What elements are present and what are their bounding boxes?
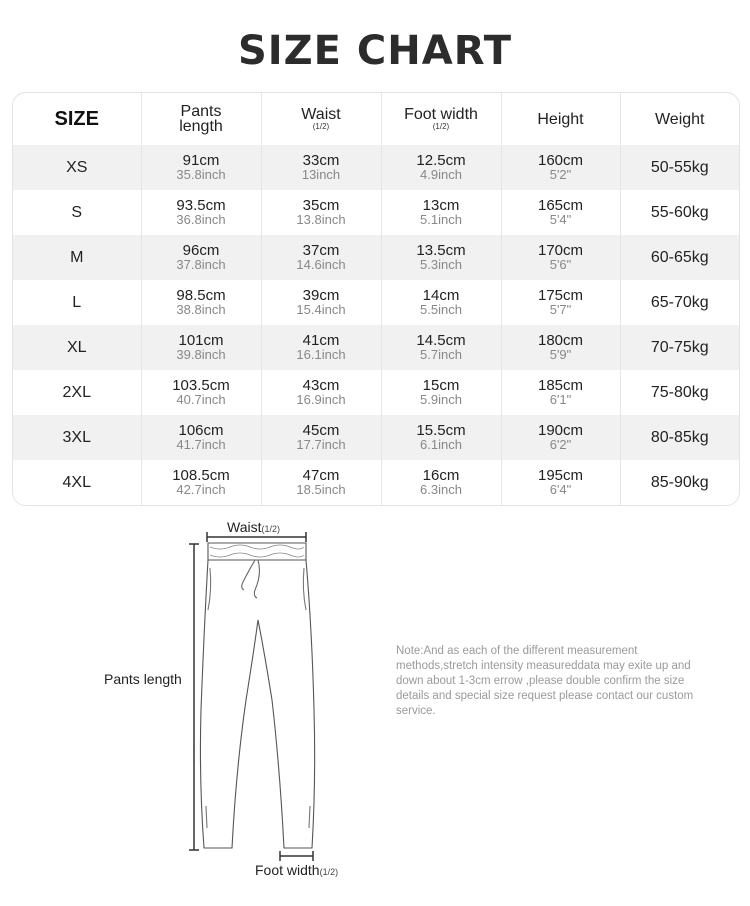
cell-height: [501, 280, 620, 325]
pants-length-inch: 38.8inch: [176, 302, 226, 317]
cell-foot-width: [381, 235, 501, 280]
cell-pants-length: [141, 145, 261, 190]
foot-width-inch: 5.7inch: [420, 347, 462, 362]
cell-foot-width: [381, 190, 501, 235]
waist-cm: 41cm: [302, 332, 340, 349]
cell-waist: [261, 145, 381, 190]
pants-length-inch: 35.8inch: [176, 167, 226, 182]
waist-inch: 16.9inch: [296, 392, 346, 407]
cell-foot-width: [381, 460, 501, 505]
height-cm: 195cm: [537, 467, 584, 484]
height-cm: 185cm: [537, 377, 584, 394]
cell-waist: [261, 280, 381, 325]
pants-length-inch: 36.8inch: [176, 212, 226, 227]
waist-inch: 13.8inch: [296, 212, 346, 227]
foot-width-inch: 6.3inch: [420, 482, 462, 497]
waist-inch: 16.1inch: [296, 347, 346, 362]
foot-width-inch: 5.9inch: [420, 392, 462, 407]
table-row: [13, 145, 739, 190]
waist-label-text: Waist: [227, 519, 262, 535]
cell-weight: 75-80kg: [650, 383, 709, 401]
header-foot-width-label: Foot width: [404, 106, 478, 123]
cell-pants-length: [141, 370, 261, 415]
cell-weight: 80-85kg: [650, 428, 709, 446]
waist-cm: 33cm: [302, 152, 340, 169]
pants-diagram: [0, 510, 750, 906]
foot-width-label-text: Foot width: [255, 862, 320, 878]
foot-width-inch: 5.3inch: [420, 257, 462, 272]
table-row: [13, 190, 739, 235]
cell-size: L: [13, 280, 141, 325]
waist-inch: 13inch: [301, 167, 341, 182]
table-row: [13, 235, 739, 280]
waist-cm: 47cm: [302, 467, 340, 484]
pants-length-inch: 40.7inch: [176, 392, 226, 407]
height-ft: 6'1": [549, 392, 572, 407]
pants-length-cm: 106cm: [178, 422, 224, 439]
cell-foot-width: [381, 325, 501, 370]
cell-size: XL: [13, 325, 141, 370]
pants-length-cm: 108.5cm: [172, 467, 230, 484]
cell-pants-length: [141, 235, 261, 280]
cell-waist: [261, 325, 381, 370]
cell-size: 3XL: [13, 415, 141, 460]
pants-length-cm: 93.5cm: [176, 197, 226, 214]
height-ft: 6'4": [549, 482, 572, 497]
foot-width-cm: 13cm: [422, 197, 460, 214]
pants-length-cm: 91cm: [182, 152, 220, 169]
header-pants-length: [141, 93, 261, 145]
cell-waist: [261, 235, 381, 280]
pants-length-label: Pants length: [104, 671, 182, 687]
waist-cm: 35cm: [302, 197, 340, 214]
height-ft: 5'2": [549, 167, 572, 182]
cell-pants-length: [141, 415, 261, 460]
page-title: SIZE CHART: [237, 28, 513, 74]
size-chart-table: [12, 92, 740, 506]
pants-length-cm: 96cm: [182, 242, 220, 259]
pants-length-inch: 37.8inch: [176, 257, 226, 272]
pants-length-inch: 39.8inch: [176, 347, 226, 362]
table-row: [13, 460, 739, 505]
header-foot-width-sub: (1/2): [432, 122, 450, 131]
height-cm: 160cm: [537, 152, 584, 169]
foot-width-cm: 13.5cm: [416, 242, 466, 259]
cell-pants-length: [141, 280, 261, 325]
cell-height: [501, 370, 620, 415]
waist-cm: 43cm: [302, 377, 340, 394]
header-waist: [261, 93, 381, 145]
foot-width-cm: 12.5cm: [416, 152, 466, 169]
cell-waist: [261, 460, 381, 505]
height-cm: 180cm: [537, 332, 584, 349]
height-cm: 165cm: [537, 197, 584, 214]
foot-width-cm: 15.5cm: [416, 422, 466, 439]
table-row: [13, 370, 739, 415]
cell-waist: [261, 415, 381, 460]
foot-width-inch: 5.5inch: [420, 302, 462, 317]
cell-size: 2XL: [13, 370, 141, 415]
cell-height: [501, 460, 620, 505]
table-row: [13, 325, 739, 370]
foot-width-cm: 14.5cm: [416, 332, 466, 349]
cell-pants-length: [141, 190, 261, 235]
waist-cm: 45cm: [302, 422, 340, 439]
foot-width-cm: 14cm: [422, 287, 460, 304]
foot-width-cm: 15cm: [422, 377, 460, 394]
height-cm: 175cm: [537, 287, 584, 304]
cell-foot-width: [381, 280, 501, 325]
waist-inch: 15.4inch: [296, 302, 346, 317]
foot-width-label-sub: (1/2): [319, 867, 339, 877]
cell-foot-width: [381, 415, 501, 460]
cell-weight: 55-60kg: [650, 203, 709, 221]
header-height: Height: [501, 93, 620, 145]
waist-cm: 39cm: [302, 287, 340, 304]
cell-height: [501, 235, 620, 280]
waist-inch: 14.6inch: [296, 257, 346, 272]
header-foot-width: [381, 93, 501, 145]
pants-length-cm: 103.5cm: [172, 377, 230, 394]
cell-size: S: [13, 190, 141, 235]
cell-height: [501, 190, 620, 235]
cell-waist: [261, 370, 381, 415]
height-ft: 5'6": [549, 257, 572, 272]
waist-label: [227, 519, 280, 535]
header-waist-label: Waist: [301, 106, 341, 123]
table-row: [13, 280, 739, 325]
pants-length-inch: 42.7inch: [176, 482, 226, 497]
cell-weight: 65-70kg: [650, 293, 709, 311]
pants-length-cm: 101cm: [178, 332, 224, 349]
table-row: [13, 415, 739, 460]
pants-length-inch: 41.7inch: [176, 437, 226, 452]
header-size: SIZE: [13, 93, 141, 145]
cell-height: [501, 325, 620, 370]
waist-inch: 17.7inch: [296, 437, 346, 452]
pants-length-cm: 98.5cm: [176, 287, 226, 304]
cell-size: M: [13, 235, 141, 280]
height-cm: 170cm: [537, 242, 584, 259]
measurement-note: Note:And as each of the different measurement methods,stretch intensity measureddata may exite up and down about 1-3cm errow ,please double confirm the size details and special size request please contact our custom service.: [396, 645, 694, 717]
foot-width-cm: 16cm: [422, 467, 460, 484]
height-cm: 190cm: [537, 422, 584, 439]
header-weight: Weight: [654, 110, 705, 128]
foot-width-inch: 6.1inch: [420, 437, 462, 452]
cell-pants-length: [141, 460, 261, 505]
foot-width-label: [255, 862, 338, 878]
cell-waist: [261, 190, 381, 235]
height-ft: 5'7": [549, 302, 572, 317]
header-waist-sub: (1/2): [312, 122, 330, 131]
cell-weight: 50-55kg: [650, 158, 709, 176]
header-pants-length-label: Pants length: [179, 103, 223, 135]
cell-pants-length: [141, 325, 261, 370]
foot-width-inch: 5.1inch: [420, 212, 462, 227]
height-ft: 5'9": [549, 347, 572, 362]
cell-weight: 60-65kg: [650, 248, 709, 266]
cell-size: 4XL: [13, 460, 141, 505]
height-ft: 6'2": [549, 437, 572, 452]
cell-weight: 85-90kg: [650, 473, 709, 491]
table-header-row: [13, 93, 739, 145]
waist-inch: 18.5inch: [296, 482, 346, 497]
foot-width-inch: 4.9inch: [420, 167, 462, 182]
waist-label-sub: (1/2): [261, 524, 280, 534]
cell-foot-width: [381, 145, 501, 190]
cell-size: XS: [13, 145, 141, 190]
cell-height: [501, 415, 620, 460]
waist-cm: 37cm: [302, 242, 340, 259]
height-ft: 5'4": [549, 212, 572, 227]
cell-foot-width: [381, 370, 501, 415]
cell-weight: 70-75kg: [650, 338, 709, 356]
cell-height: [501, 145, 620, 190]
